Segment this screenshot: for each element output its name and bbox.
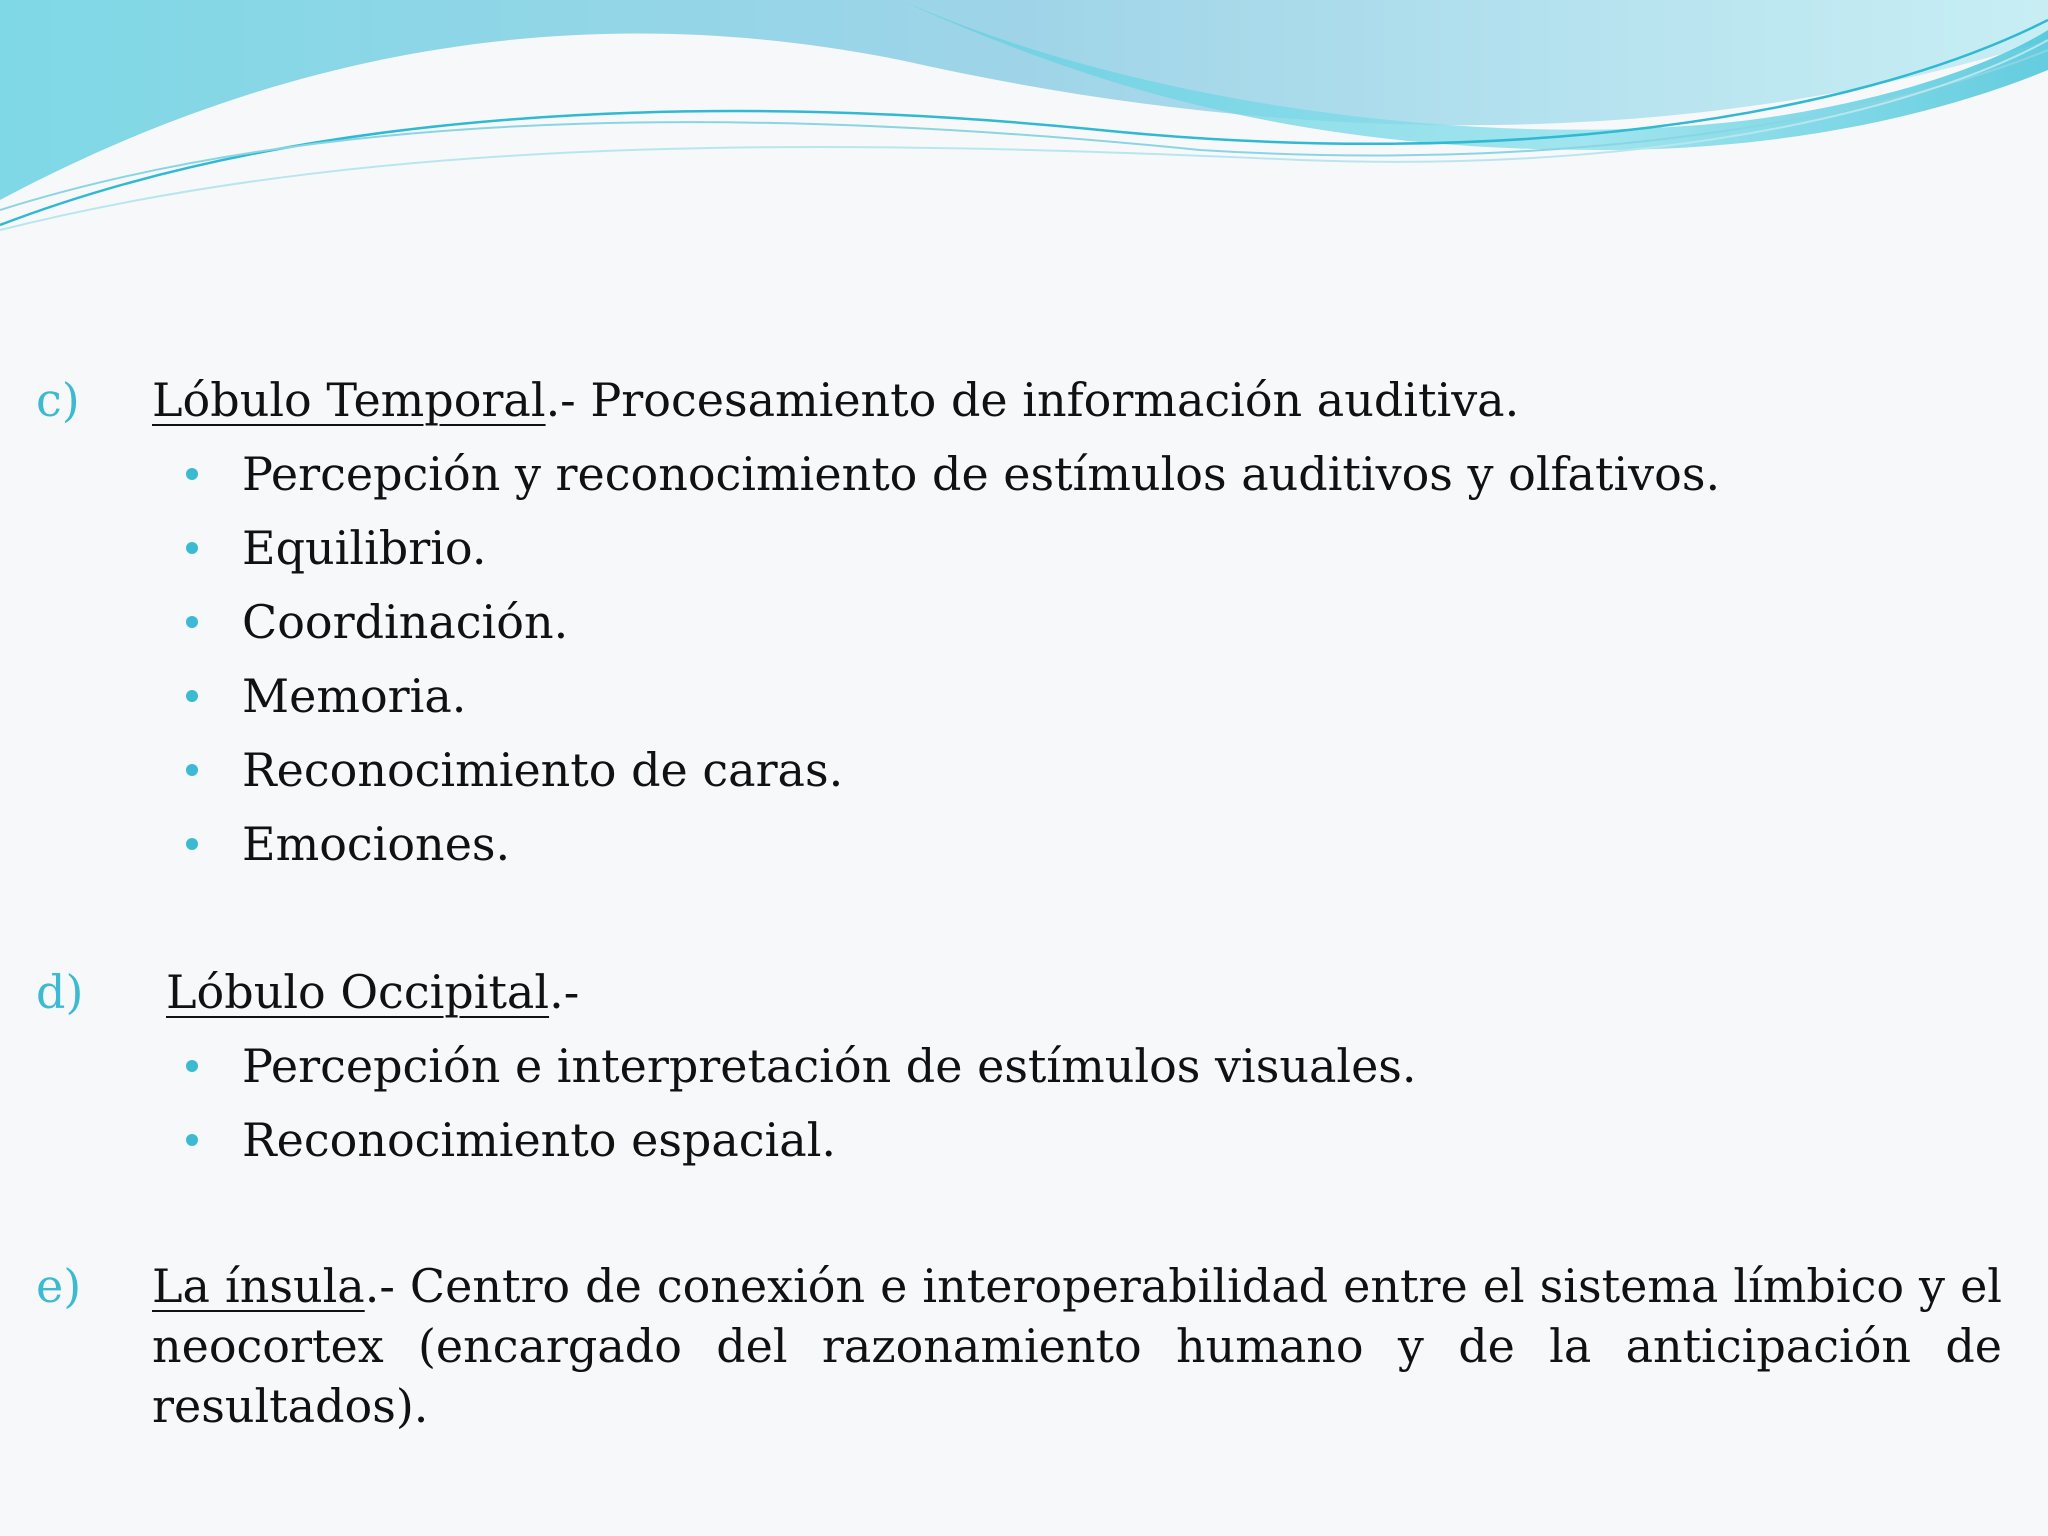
bullet-icon — [186, 616, 198, 628]
list-item-text: Emociones. — [242, 817, 511, 871]
list-item-text: Percepción y reconocimiento de estímulos auditivos y olfativos. — [242, 447, 1721, 501]
bullet-icon — [186, 468, 198, 480]
section-marker: e) — [36, 1259, 82, 1313]
section-description: .- Procesamiento de información auditiva. — [545, 373, 1520, 427]
section-marker: c) — [36, 373, 80, 427]
bullet-icon — [186, 1060, 198, 1072]
bullet-icon — [186, 542, 198, 554]
bullet-icon — [186, 690, 198, 702]
list-item-text: Equilibrio. — [242, 521, 487, 575]
bullet-icon — [186, 1134, 198, 1146]
section-insula-paragraph — [152, 1256, 2002, 1436]
section-description: .- Centro de conexión e interoperabilidad entre el sistema límbico y el — [364, 1259, 2003, 1313]
list-item-text: Reconocimiento de caras. — [242, 743, 844, 797]
list-item-text: Coordinación. — [242, 595, 569, 649]
section-title: Lóbulo Temporal — [152, 373, 546, 427]
section-marker: d) — [36, 965, 84, 1019]
bullet-icon — [186, 838, 198, 850]
section-heading-text — [166, 962, 579, 1022]
list-item-text: Reconocimiento espacial. — [242, 1113, 837, 1167]
bullet-icon — [186, 764, 198, 776]
section-heading-text — [152, 370, 1519, 430]
paragraph-line-1 — [152, 1256, 2002, 1316]
section-description: .- — [549, 965, 580, 1019]
section-title: La ínsula — [152, 1259, 365, 1313]
section-title: Lóbulo Occipital — [166, 965, 550, 1019]
list-item-text: Memoria. — [242, 669, 467, 723]
paragraph-line-2: neocortex (encargado del razonamiento humano y de la anticipación de resultados). — [152, 1319, 2002, 1433]
list-item-text: Percepción e interpretación de estímulos visuales. — [242, 1039, 1417, 1093]
